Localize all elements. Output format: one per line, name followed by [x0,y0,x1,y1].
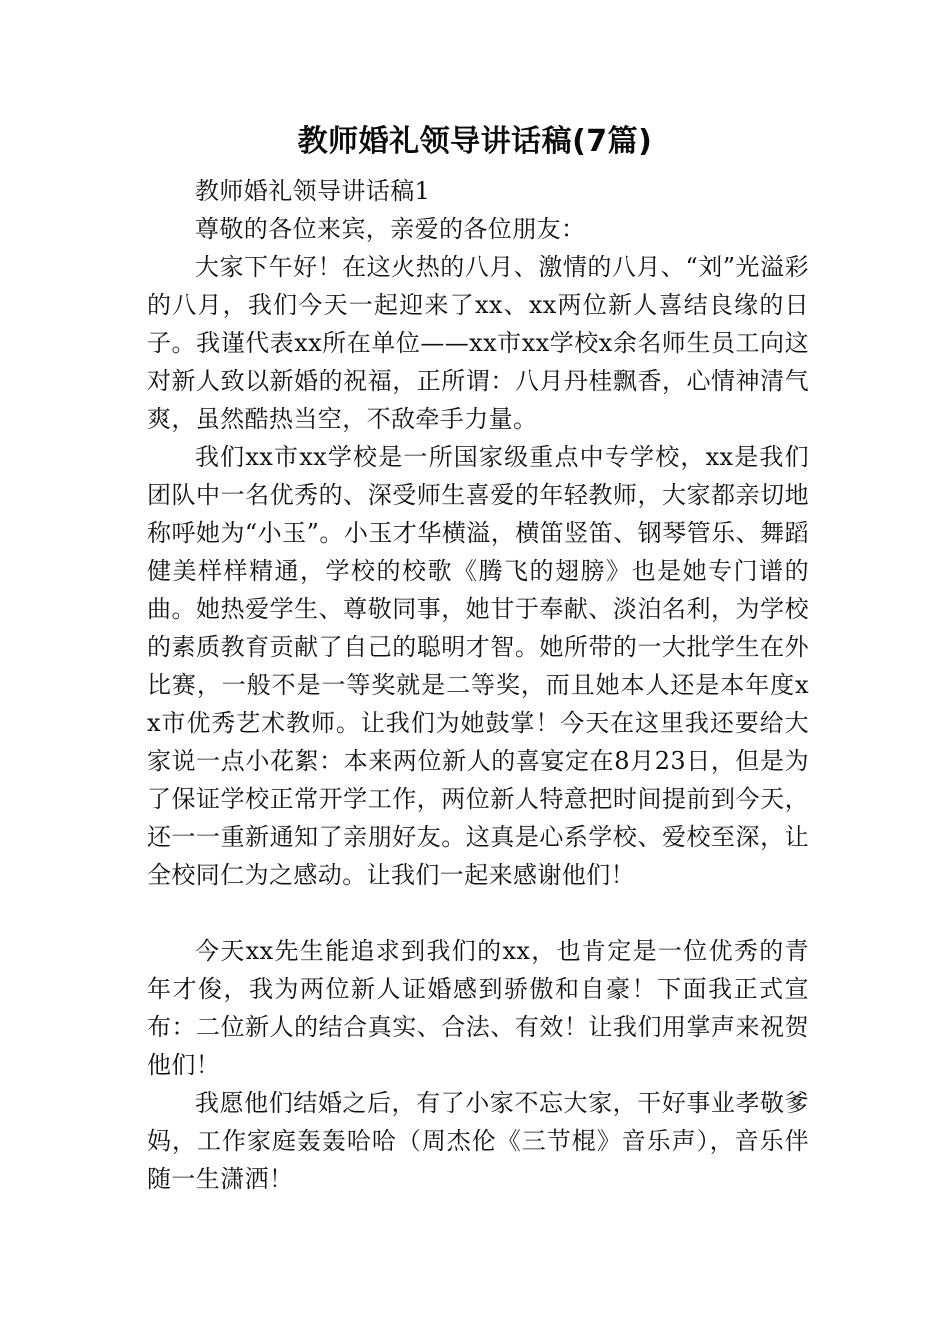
body-paragraph: 今天xx先生能追求到我们的xx，也肯定是一位优秀的青年才俊，我为两位新人证婚感到骄傲和自豪！下面我正式宣布：二位新人的结合真实、合法、有效！让我们用掌声来祝贺他们！ [147,937,809,1079]
body-paragraph: 我愿他们结婚之后，有了小家不忘大家，干好事业孝敬爹妈，工作家庭轰轰哈哈（周杰伦《三节棍》音乐声），音乐伴随一生潇洒！ [147,1089,809,1193]
body-paragraph: 我们xx市xx学校是一所国家级重点中专学校，xx是我们团队中一名优秀的、深受师生喜爱的年轻教师，大家都亲切地称呼她为“小玉”。小玉才华横溢，横笛竖笛、钢琴管乐、舞蹈健美样样精通，学校的校歌《腾飞的翅膀》也是她专门谱的曲。她热爱学生、尊敬同事，她甘于奉献、淡泊名利，为学校的素质教育贡献了自己的聪明才智。她所带的一大批学生在外比赛，一般不是一等奖就是二等奖，而且她本人还是本年度xx市优秀艺术教师。让我们为她鼓掌！今天在这里我还要给大家说一点小花絮：本来两位新人的喜宴定在8月23日，但是为了保证学校正常开学工作，两位新人特意把时间提前到今天，还一一重新通知了亲朋好友。这真是心系学校、爱校至深，让全校同仁为之感动。让我们一起来感谢他们！ [147,443,809,889]
salutation-paragraph: 尊敬的各位来宾，亲爱的各位朋友： [195,215,586,243]
paragraph-spacer [147,894,809,932]
section-heading: 教师婚礼领导讲话稿1 [195,177,431,205]
body-paragraph: 大家下午好！在这火热的八月、激情的八月、“刘”光溢彩的八月，我们今天一起迎来了xx、xx两位新人喜结良缘的日子。我谨代表xx所在单位——xx市xx学校x余名师生员工向这对新人致以新婚的祝福，正所谓：八月丹桂飘香，心情神清气爽，虽然酷热当空，不敌牵手力量。 [147,253,809,433]
document-title: 教师婚礼领导讲话稿(7篇) [297,124,653,159]
document-body [147,172,809,1198]
